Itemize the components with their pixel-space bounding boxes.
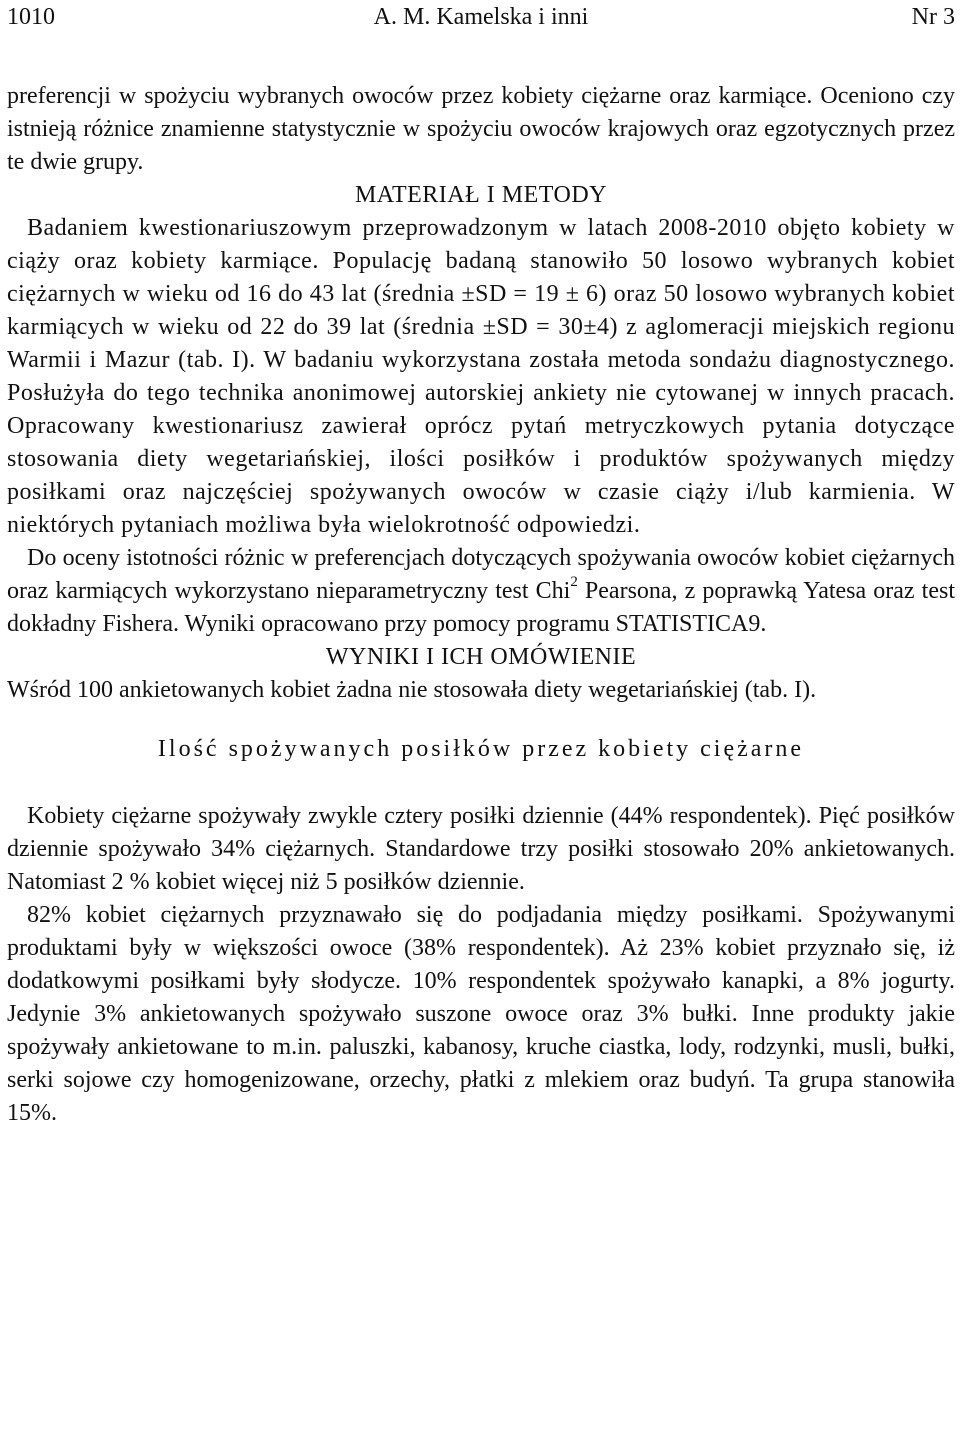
results-paragraph-1: Wśród 100 ankietowanych kobiet żadna nie stosowała diety wegetariańskiej (tab. I). — [7, 677, 817, 703]
document-page — [7, 0, 955, 1130]
results-paragraph-2: Kobiety ciężarne spożywały zwykle cztery posiłki dziennie (44% respondentek). Pięć posiłków dziennie spożywało 34% ciężarnych. Standardowe trzy posiłki stosowało 20% ankietowanych. Natomiast 2 % kobiet więcej niż 5 posiłków dziennie. — [7, 803, 955, 895]
results-subheading: Ilość spożywanych posiłków przez kobiety ciężarne — [157, 736, 805, 762]
section-heading-results: WYNIKI I ICH OMÓWIENIE — [325, 644, 637, 670]
methods-paragraph-2 — [7, 542, 955, 641]
issue-number: Nr 3 — [911, 4, 955, 30]
page-number: 1010 — [7, 4, 55, 30]
running-header — [7, 0, 955, 34]
chi-superscript: 2 — [570, 574, 578, 590]
methods-paragraph-1: Badaniem kwestionariuszowym przeprowadzonym w latach 2008-2010 objęto kobiety w ciąży oraz kobiety karmiące. Populację badaną stanowiło 50 losowo wybranych kobiet ciężarnych w wieku od 16 do 43 lat (średnia ±SD = 19 ± 6) oraz 50 losowo wybranych kobiet karmiących w wieku od 22 do 39 lat (średnia ±SD = 30±4) z aglomeracji miejskich regionu Warmii i Mazur (tab. I). W badaniu wykorzystana została metoda sondażu diagnostycznego. Posłużyła do tego technika anonimowej autorskiej ankiety nie cytowanej w innych pracach. Opracowany kwestionariusz zawierał oprócz pytań metryczkowych pytania dotyczące stosowania diety wegetariańskiej, ilości posiłków i produktów spożywanych między posiłkami oraz najczęściej spożywanych owoców w czasie ciąży i/lub karmienia. W niektórych pytaniach możliwa była wielokrotność odpowiedzi. — [7, 215, 955, 538]
running-head-authors: A. M. Kamelska i inni — [373, 4, 589, 30]
intro-paragraph: preferencji w spożyciu wybranych owoców przez kobiety ciężarne oraz karmiące. Oceniono czy istnieją różnice znamienne statystycznie w spożyciu owoców krajowych oraz egzotycznych przez te dwie grupy. — [7, 83, 955, 175]
section-heading-methods: MATERIAŁ I METODY — [354, 182, 608, 208]
methods-paragraph-2-text-cont: Pearsona, z poprawką Yatesa oraz test dokładny Fishera. Wyniki opracowano przy pomocy programu STATISTICA9. — [7, 578, 955, 637]
methods-paragraph-2-text: Do oceny istotności różnic w preferencjach dotyczących spożywania owoców kobiet ciężarnych oraz karmiących wykorzystano nieparametryczny test Chi — [7, 545, 955, 604]
results-paragraph-3: 82% kobiet ciężarnych przyznawało się do podjadania między posiłkami. Spożywanymi produktami były w większości owoce (38% respondentek). Aż 23% kobiet przyznało się, iż dodatkowymi posiłkami były słodycze. 10% respondentek spożywało kanapki, a 8% jogurty. Jedynie 3% ankietowanych spożywało suszone owoce oraz 3% bułki. Inne produkty jakie spożywały ankietowane to m.in. paluszki, kabanosy, kruche ciastka, lody, rodzynki, musli, bułki, serki sojowe czy homogenizowane, orzechy, płatki z mlekiem oraz budyń. Ta grupa stanowiła 15%. — [7, 902, 955, 1126]
